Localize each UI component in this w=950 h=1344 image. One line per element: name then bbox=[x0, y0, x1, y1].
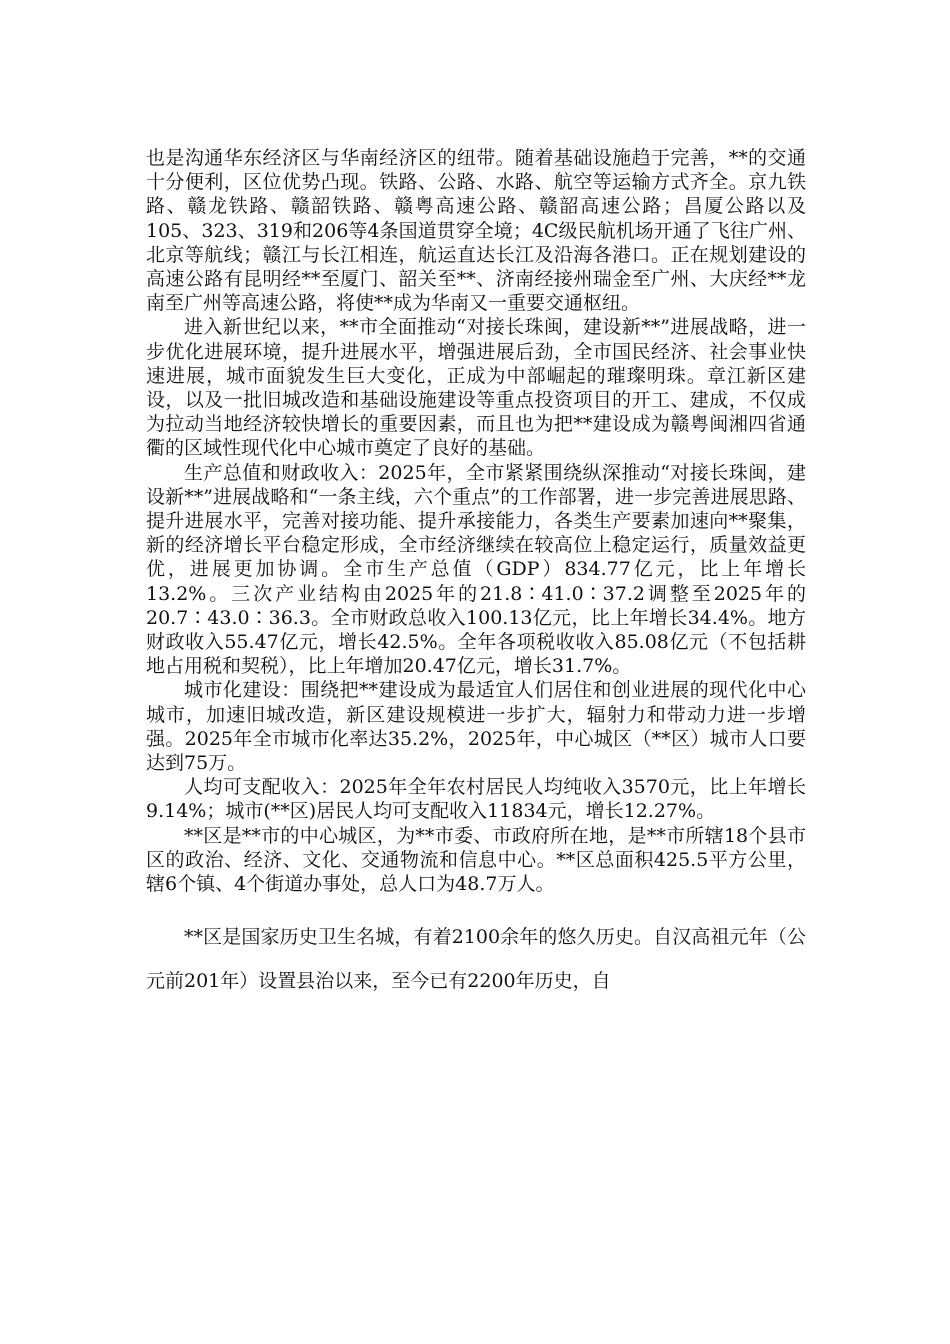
paragraph-urbanization: 城市化建设：围绕把**建设成为最适宜人们居住和创业进展的现代化中心城市，加速旧城改造，新区建设规模进一步扩大，辐射力和带动力进一步增强。2025年全市城市化率达35.2%，2025年，中心城区（**区）城市人口要达到75万。 bbox=[146, 679, 806, 775]
document-page bbox=[146, 146, 806, 1003]
paragraph-development-strategy: 进入新世纪以来，**市全面推动“对接长珠闽，建设新**”进展战略，进一步优化进展环境，提升进展水平，增强进展后劲，全市国民经济、社会事业快速进展，城市面貌发生巨大变化，正成为中部崛起的璀璨明珠。章江新区建设，以及一批旧城改造和基础设施建设等重点投资项目的开工、建成，不仅成为拉动当地经济较快增长的重要因素，而且也为把**建设成为赣粤闽湘四省通衢的区域性现代化中心城市奠定了良好的基础。 bbox=[146, 316, 806, 460]
paragraph-gdp-finance: 生产总值和财政收入：2025年，全市紧紧围绕纵深推动“对接长珠闽，建设新**”进展战略和“一条主线，六个重点”的工作部署，进一步完善进展思路、提升进展水平，完善对接功能、提升承接能力，各类生产要素加速向**聚集，新的经济增长平台稳定形成，全市经济继续在较高位上稳定运行，质量效益更优，进展更加协调。全市生产总值（GDP）834.77亿元，比上年增长13.2%。三次产业结构由2025年的21.8∶41.0∶37.2调整至2025年的20.7∶43.0∶36.3。全市财政总收入100.13亿元，比上年增长34.4%。地方财政收入55.47亿元，增长42.5%。全年各项税收收入85.08亿元（不包括耕地占用税和契税），比上年增加20.47亿元，增长31.7%。 bbox=[146, 461, 806, 678]
paragraph-history: **区是国家历史卫生名城，有着2100余年的悠久历史。自汉高祖元年（公元前201年）设置县治以来，至今已有2200年历史，自 bbox=[146, 926, 806, 993]
paragraph-transport: 也是沟通华东经济区与华南经济区的纽带。随着基础设施趋于完善，**的交通十分便利，区位优势凸现。铁路、公路、水路、航空等运输方式齐全。京九铁路、赣龙铁路、赣韶铁路、赣粤高速公路、赣韶高速公路；昌厦公路以及105、323、319和206等4条国道贯穿全境；4C级民航机场开通了飞往广州、北京等航线；赣江与长江相连，航运直达长江及沿海各港口。正在规划建设的高速公路有昆明经**至厦门、韶关至**、济南经接州瑞金至广州、大庆经**龙南至广州等高速公路，将使**成为华南又一重要交通枢纽。 bbox=[146, 147, 806, 315]
document-body bbox=[146, 146, 806, 896]
paragraph-district-overview: **区是**市的中心城区，为**市委、市政府所在地，是**市所辖18个县市区的政治、经济、文化、交通物流和信息中心。**区总面积425.5平方公里，辖6个镇、4个街道办事处，总人口为48.7万人。 bbox=[146, 824, 806, 896]
paragraph-income: 人均可支配收入：2025年全年农村居民人均纯收入3570元，比上年增长9.14%；城市(**区)居民人均可支配收入11834元，增长12.27%。 bbox=[146, 776, 806, 823]
document-body-continued bbox=[146, 915, 806, 1003]
